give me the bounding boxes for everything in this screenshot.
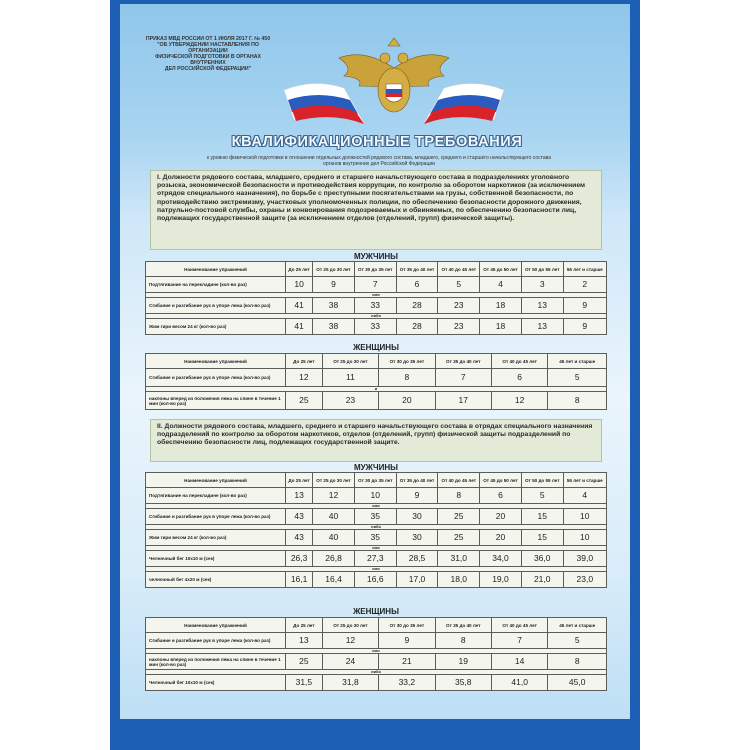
order-line-1: ПРИКАЗ МВД РОССИИ ОТ 1 ИЮЛЯ 2017 Г. № 450 (145, 36, 271, 42)
value-cell: 25 (286, 654, 323, 670)
value-cell: 20 (379, 392, 435, 410)
table-row (146, 530, 607, 546)
order-line-4: ДЕЛ РОССИЙСКОЙ ФЕДЕРАЦИИ" (164, 66, 252, 72)
table-header-row (146, 262, 607, 277)
value-cell: 2 (563, 277, 606, 293)
value-cell: 41 (286, 319, 313, 335)
exercise-name-cell: Сгибание и разгибание рук в упоре лежа (кол-во раз) (146, 509, 286, 525)
table-row (146, 392, 607, 410)
header-cell-name: Наименование упражнений (146, 473, 286, 488)
section-1-women-heading: ЖЕНЩИНЫ (353, 343, 399, 352)
value-cell: 36,0 (521, 551, 563, 567)
header-cell-age: До 25 лет (286, 354, 323, 369)
separator-label: либо (146, 525, 607, 530)
value-cell: 8 (379, 369, 435, 387)
subtitle-line-2: органов внутренних дел Российской Федерации (323, 161, 435, 167)
value-cell: 9 (396, 488, 438, 504)
value-cell: 38 (313, 298, 355, 314)
value-cell: 15 (521, 530, 563, 546)
section-2-men-heading: МУЖЧИНЫ (354, 463, 398, 472)
section-1-text: I. Должности рядового состава, младшего, среднего и старшего начальствующего состава в подразделениях уголовного розыска, экономической безопасности и противодействия коррупции, по контролю за оборотом наркотиков (за исключением отрядов специального назначения), по борьбе с преступными посягательствами на грузы, собственной безопасности, по противодействию экстремизму, участковых уполномоченных полиции, по обеспечению безопасности дорожного движения, патрульно-постовой службы, охраны и конвоирования подозреваемых и обвиняемых, по обеспечению безопасности лиц, подлежащих государственной защите (за исключением отделов (отделений, групп) физической защиты). (150, 170, 602, 250)
value-cell: 9 (563, 298, 606, 314)
value-cell: 23,0 (563, 572, 606, 588)
section-2-women-heading: ЖЕНЩИНЫ (353, 607, 399, 616)
page-subtitle (164, 155, 594, 167)
section-1-men-table (145, 261, 607, 335)
header-cell-age: От 40 до 45 лет (438, 262, 480, 277)
value-cell: 3 (521, 277, 563, 293)
value-cell: 15 (521, 509, 563, 525)
value-cell: 10 (354, 488, 396, 504)
header-cell-age: До 25 лет (286, 262, 313, 277)
header-cell-age: От 30 до 35 лет (379, 354, 435, 369)
header-cell-age: От 25 до 30 лет (322, 354, 378, 369)
page-title: КВАЛИФИКАЦИОННЫЕ ТРЕБОВАНИЯ (231, 134, 523, 150)
value-cell: 20 (480, 530, 522, 546)
poster-bottom-border (110, 719, 640, 750)
table-row (146, 654, 607, 670)
value-cell: 19 (435, 654, 491, 670)
exercise-name-cell: Челночный бег 10х10 м (сек) (146, 551, 286, 567)
value-cell: 23 (438, 319, 480, 335)
exercise-name-cell: Челночный бег 10х10 м (сек) (146, 675, 286, 691)
value-cell: 17 (435, 392, 491, 410)
header-cell-age: До 25 лет (286, 473, 313, 488)
value-cell: 33,2 (379, 675, 435, 691)
header-cell-age: От 40 до 45 лет (491, 618, 547, 633)
value-cell: 27,3 (354, 551, 396, 567)
exercise-name-cell: Жим гири весом 24 кг (кол-во раз) (146, 530, 286, 546)
section-1-men-heading: МУЖЧИНЫ (354, 252, 398, 261)
header-cell-age: От 50 до 55 лет (521, 473, 563, 488)
value-cell: 4 (563, 488, 606, 504)
value-cell: 26,3 (286, 551, 313, 567)
table-row (146, 633, 607, 649)
value-cell: 8 (548, 392, 607, 410)
header-cell-age: От 25 до 30 лет (322, 618, 378, 633)
header-cell-age: От 45 до 50 лет (480, 262, 522, 277)
value-cell: 18,0 (438, 572, 480, 588)
separator-label: и (146, 387, 607, 392)
table-row (146, 298, 607, 314)
value-cell: 18 (480, 298, 522, 314)
value-cell: 20 (480, 509, 522, 525)
header-cell-name: Наименование упражнений (146, 354, 286, 369)
value-cell: 17,0 (396, 572, 438, 588)
value-cell: 19,0 (480, 572, 522, 588)
order-reference (138, 36, 278, 72)
exercise-name-cell: Сгибание и разгибание рук в упоре лежа (кол-во раз) (146, 633, 286, 649)
table-row (146, 319, 607, 335)
header-cell-age: 45 лет и старше (548, 354, 607, 369)
separator-label: или (146, 293, 607, 298)
value-cell: 18 (480, 319, 522, 335)
table-header-row (146, 618, 607, 633)
value-cell: 7 (435, 369, 491, 387)
exercise-name-cell: Подтягивание на перекладине (кол-во раз) (146, 277, 286, 293)
header-cell-age: От 35 до 40 лет (435, 618, 491, 633)
value-cell: 33 (354, 298, 396, 314)
value-cell: 10 (286, 277, 313, 293)
header-cell-age: От 30 до 35 лет (354, 262, 396, 277)
value-cell: 12 (491, 392, 547, 410)
value-cell: 31,5 (286, 675, 323, 691)
table-row (146, 509, 607, 525)
table-row (146, 675, 607, 691)
table-header-row (146, 473, 607, 488)
header-cell-age: 55 лет и старше (563, 262, 606, 277)
header-cell-name: Наименование упражнений (146, 618, 286, 633)
header-cell-age: От 50 до 55 лет (521, 262, 563, 277)
header-cell-age: 45 лет и старше (548, 618, 607, 633)
header-cell-age: От 25 до 30 лет (313, 473, 355, 488)
value-cell: 11 (322, 369, 378, 387)
value-cell: 7 (354, 277, 396, 293)
value-cell: 41 (286, 298, 313, 314)
value-cell: 35 (354, 530, 396, 546)
value-cell: 9 (313, 277, 355, 293)
exercise-name-cell: наклоны вперед из положения лежа на спине в течение 1 мин (кол-во раз) (146, 392, 286, 410)
value-cell: 24 (322, 654, 378, 670)
value-cell: 26,8 (313, 551, 355, 567)
value-cell: 5 (548, 633, 607, 649)
header-cell-age: От 40 до 45 лет (491, 354, 547, 369)
value-cell: 25 (438, 530, 480, 546)
value-cell: 12 (286, 369, 323, 387)
section-2-men-table (145, 472, 607, 588)
table-row (146, 572, 607, 588)
value-cell: 6 (491, 369, 547, 387)
separator-label: или (146, 546, 607, 551)
value-cell: 5 (438, 277, 480, 293)
value-cell: 40 (313, 509, 355, 525)
value-cell: 12 (313, 488, 355, 504)
separator-label: или (146, 567, 607, 572)
value-cell: 10 (563, 509, 606, 525)
value-cell: 41,0 (491, 675, 547, 691)
value-cell: 23 (438, 298, 480, 314)
value-cell: 21 (379, 654, 435, 670)
value-cell: 25 (286, 392, 323, 410)
separator-label: или (146, 504, 607, 509)
value-cell: 8 (435, 633, 491, 649)
value-cell: 38 (313, 319, 355, 335)
value-cell: 21,0 (521, 572, 563, 588)
header-cell-age: От 30 до 35 лет (354, 473, 396, 488)
value-cell: 43 (286, 530, 313, 546)
value-cell: 5 (548, 369, 607, 387)
section-2-text: II. Должности рядового состава, младшего, среднего и старшего начальствующего состава в отрядах специального назначения подразделений по контролю за оборотом наркотиков, отделов (отделений, групп) физической защиты подразделений по обеспечению безопасности лиц, подлежащих государственной защите. (150, 419, 602, 462)
value-cell: 23 (322, 392, 378, 410)
header-cell-age: От 25 до 30 лет (313, 262, 355, 277)
value-cell: 31,8 (322, 675, 378, 691)
value-cell: 13 (521, 298, 563, 314)
value-cell: 10 (563, 530, 606, 546)
exercise-name-cell: Сгибание и разгибание рук в упоре лежа (кол-во раз) (146, 369, 286, 387)
table-row (146, 551, 607, 567)
header-cell-age: От 30 до 35 лет (379, 618, 435, 633)
table-row (146, 277, 607, 293)
value-cell: 16,1 (286, 572, 313, 588)
value-cell: 8 (438, 488, 480, 504)
header-cell-age: От 35 до 40 лет (396, 473, 438, 488)
value-cell: 34,0 (480, 551, 522, 567)
exercise-name-cell: челночный бег 4х20 м (сек) (146, 572, 286, 588)
exercise-name-cell: Жим гири весом 24 кг (кол-во раз) (146, 319, 286, 335)
value-cell: 35 (354, 509, 396, 525)
section-1-women-table (145, 353, 607, 410)
separator-label: либо (146, 670, 607, 675)
table-row (146, 488, 607, 504)
value-cell: 9 (563, 319, 606, 335)
value-cell: 9 (379, 633, 435, 649)
header-cell-age: От 35 до 40 лет (396, 262, 438, 277)
value-cell: 25 (438, 509, 480, 525)
value-cell: 31,0 (438, 551, 480, 567)
value-cell: 5 (521, 488, 563, 504)
value-cell: 6 (480, 488, 522, 504)
header-cell-age: До 25 лет (286, 618, 323, 633)
value-cell: 43 (286, 509, 313, 525)
value-cell: 13 (521, 319, 563, 335)
header-cell-age: От 45 до 50 лет (480, 473, 522, 488)
value-cell: 12 (322, 633, 378, 649)
value-cell: 28,5 (396, 551, 438, 567)
header-cell-name: Наименование упражнений (146, 262, 286, 277)
table-header-row (146, 354, 607, 369)
value-cell: 16,6 (354, 572, 396, 588)
exercise-name-cell: Подтягивание на перекладине (кол-во раз) (146, 488, 286, 504)
value-cell: 28 (396, 319, 438, 335)
emblem-eagle-flag-icon (284, 28, 504, 128)
value-cell: 13 (286, 633, 323, 649)
value-cell: 28 (396, 298, 438, 314)
subtitle-line-1: к уровню физической подготовки в отношении отдельных должностей рядового состава, младшего, среднего и старшего начальствующего состава (206, 155, 552, 161)
value-cell: 40 (313, 530, 355, 546)
separator-label: либо (146, 314, 607, 319)
exercise-name-cell: Сгибание и разгибание рук в упоре лежа (кол-во раз) (146, 298, 286, 314)
header-cell-age: От 40 до 45 лет (438, 473, 480, 488)
value-cell: 6 (396, 277, 438, 293)
header-cell-age: 55 лет и старше (563, 473, 606, 488)
header-cell-age: От 35 до 40 лет (435, 354, 491, 369)
value-cell: 4 (480, 277, 522, 293)
section-2-women-table (145, 617, 607, 691)
value-cell: 30 (396, 530, 438, 546)
separator-label: или (146, 649, 607, 654)
value-cell: 39,0 (563, 551, 606, 567)
order-line-2: "ОБ УТВЕРЖДЕНИИ НАСТАВЛЕНИЯ ПО ОРГАНИЗАЦИИ (157, 42, 259, 54)
table-row (146, 369, 607, 387)
value-cell: 30 (396, 509, 438, 525)
order-line-3: ФИЗИЧЕСКОЙ ПОДГОТОВКИ В ОРГАНАХ ВНУТРЕННИХ (155, 54, 261, 66)
value-cell: 13 (286, 488, 313, 504)
value-cell: 33 (354, 319, 396, 335)
value-cell: 35,8 (435, 675, 491, 691)
value-cell: 45,0 (548, 675, 607, 691)
value-cell: 8 (548, 654, 607, 670)
value-cell: 7 (491, 633, 547, 649)
value-cell: 16,4 (313, 572, 355, 588)
value-cell: 14 (491, 654, 547, 670)
exercise-name-cell: наклоны вперед из положения лежа на спине в течение 1 мин (кол-во раз) (146, 654, 286, 670)
